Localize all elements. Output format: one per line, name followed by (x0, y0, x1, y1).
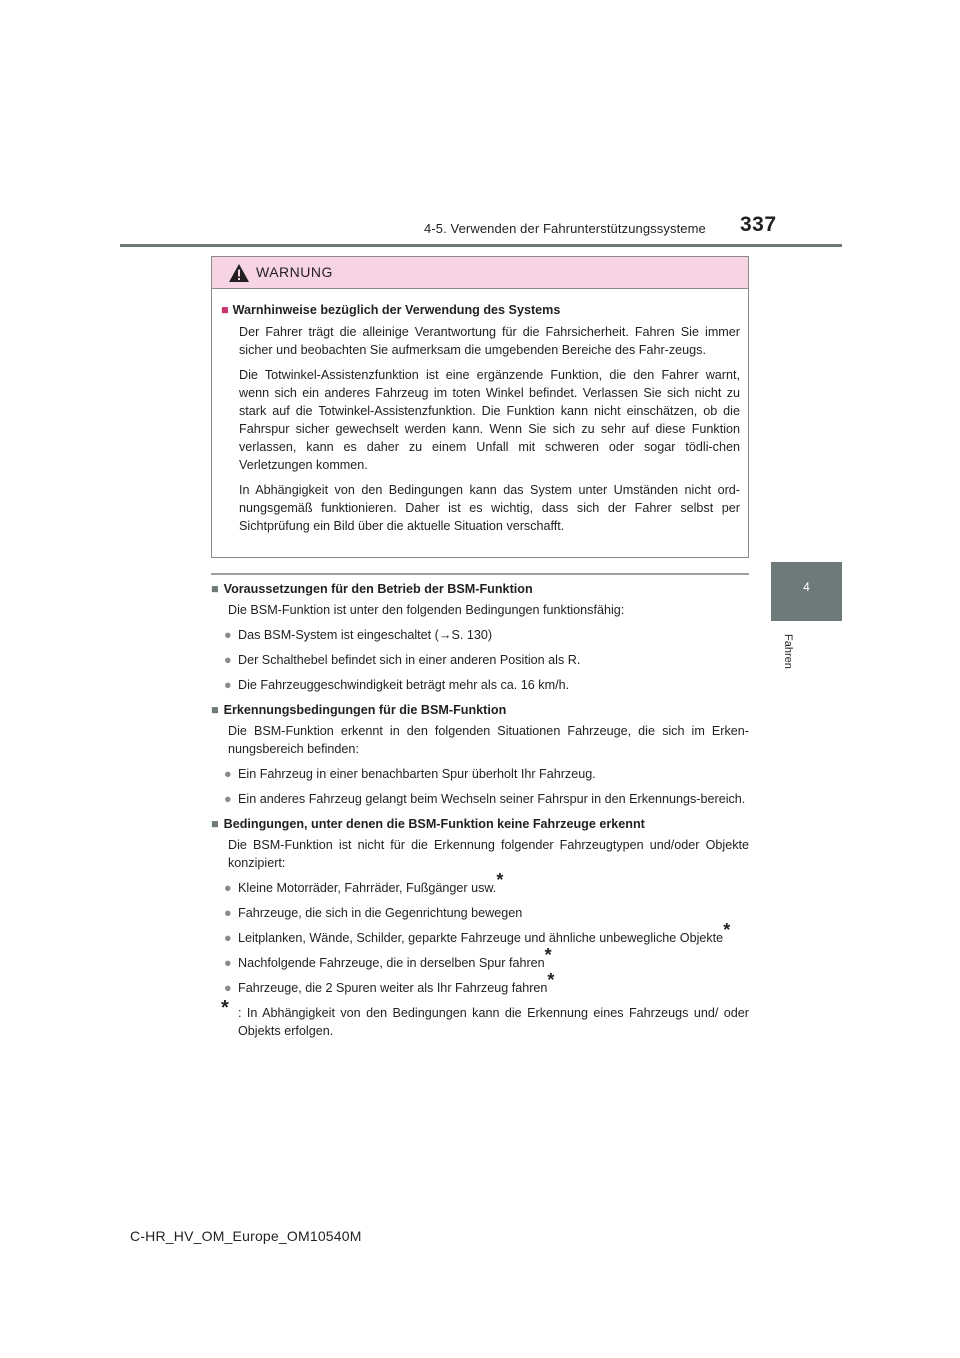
section-heading: ■ Erkennungsbedingungen für die BSM-Funktion (211, 703, 507, 717)
square-bullet-icon: ■ (211, 582, 219, 596)
chapter-tab-label-wrap (782, 634, 796, 674)
section-intro: Die BSM-Funktion ist unter den folgenden Bedingungen funktionsfähig: (228, 603, 625, 617)
round-bullet-icon: ● (224, 678, 232, 692)
list-item: ● Fahrzeuge, die 2 Spuren weiter als Ihr Fahrzeug fahren* (224, 970, 555, 995)
square-bullet-icon: ■ (221, 303, 229, 317)
square-bullet-icon: ■ (211, 817, 219, 831)
list-item: ● Die Fahrzeuggeschwindigkeit beträgt mehr als ca. 16 km/h. (224, 678, 570, 692)
round-bullet-icon: ● (224, 767, 232, 781)
section-intro: Die BSM-Funktion erkennt in den folgenden Situationen Fahrzeuge, die sich im Erken-nungsbereich befinden: (228, 724, 749, 756)
list-item: ● Ein anderes Fahrzeug gelangt beim Wechseln seiner Fahrspur in den Erkennungs-bereich. (224, 792, 746, 806)
list-item: ● Kleine Motorräder, Fahrräder, Fußgänger usw.* (224, 870, 504, 895)
round-bullet-icon: ● (224, 653, 232, 667)
chapter-tab (771, 562, 842, 621)
header-section-title: 4-5. Verwenden der Fahrunterstützungssysteme (424, 221, 706, 236)
list-item: ● Ein Fahrzeug in einer benachbarten Spur überholt Ihr Fahrzeug. (224, 767, 596, 781)
round-bullet-icon: ● (224, 931, 232, 945)
footnote-star: * (723, 920, 731, 940)
list-item: ● Das BSM-System ist eingeschaltet (→S. 130) (224, 628, 493, 642)
main-content (211, 580, 749, 1040)
round-bullet-icon: ● (224, 981, 232, 995)
page-number: 337 (740, 213, 777, 236)
section-heading: ■ Bedingungen, unter denen die BSM-Funktion keine Fahrzeuge erkennt (211, 817, 645, 831)
round-bullet-icon: ● (224, 628, 232, 642)
footnote-star: * (221, 997, 229, 1019)
footnote-star: * (496, 870, 504, 890)
header-rule (120, 244, 842, 247)
warning-subheading: ■ Warnhinweise bezüglich der Verwendung des Systems (221, 303, 561, 317)
chapter-tab-label: Fahren (782, 634, 794, 669)
chapter-tab-number: 4 (803, 580, 810, 594)
section-heading: ■ Voraussetzungen für den Betrieb der BSM-Funktion (211, 582, 533, 596)
warning-box (211, 256, 749, 558)
round-bullet-icon: ● (224, 906, 232, 920)
warning-header (212, 257, 748, 289)
footnote-star: * (544, 945, 552, 965)
footnote-star: * (547, 970, 555, 990)
square-bullet-icon: ■ (211, 703, 219, 717)
list-item: ● Fahrzeuge, die sich in die Gegenrichtung bewegen (224, 906, 523, 920)
warning-paragraph: In Abhängigkeit von den Bedingungen kann das System unter Umständen nicht ord-nungsgemäß funktionieren. Daher ist es wichtig, dass sich der Fahrer selbst per Sichtprüfung ein Bild über die aktuelle Situation verschafft. (239, 483, 740, 533)
footnote: * : In Abhängigkeit von den Bedingungen kann die Erkennung eines Fahrzeugs und/ oder Objekts erfolgen. (221, 997, 749, 1038)
round-bullet-icon: ● (224, 956, 232, 970)
round-bullet-icon: ● (224, 792, 232, 806)
warning-body (212, 289, 748, 535)
warning-paragraph: Die Totwinkel-Assistenzfunktion ist eine ergänzende Funktion, die den Fahrer warnt, wenn sich ein anderes Fahrzeug im toten Winkel befindet. Verlassen Sie sich nicht zu stark auf die Totwinkel-Assistenzfunktion. Die Funktion kann nicht einschätzen, ob die Fahrspur sicher gewechselt werden kann. Wenn Sie sich zu sehr auf diese Funktion verlassen, kann es daher zu einem Unfall mit schweren oder sogar tödli-chen Verletzungen kommen. (239, 368, 740, 472)
warning-triangle-icon (228, 263, 250, 283)
list-item: ● Nachfolgende Fahrzeuge, die in derselben Spur fahren* (224, 945, 552, 970)
warning-title: WARNUNG (256, 264, 333, 280)
list-item: ● Der Schalthebel befindet sich in einer anderen Position als R. (224, 653, 581, 667)
list-item: ● Leitplanken, Wände, Schilder, geparkte Fahrzeuge und ähnliche unbewegliche Objekte* (224, 920, 731, 945)
round-bullet-icon: ● (224, 881, 232, 895)
warning-paragraph: Der Fahrer trägt die alleinige Verantwortung für die Fahrsicherheit. Fahren Sie immer sicher und beobachten Sie aufmerksam die umgebenden Bereiche des Fahr-zeugs. (239, 325, 740, 357)
section-separator (211, 573, 749, 575)
document-id: C-HR_HV_OM_Europe_OM10540M (130, 1228, 362, 1244)
section-intro: Die BSM-Funktion ist nicht für die Erkennung folgender Fahrzeugtypen und/oder Objekte konzipiert: (228, 838, 749, 870)
